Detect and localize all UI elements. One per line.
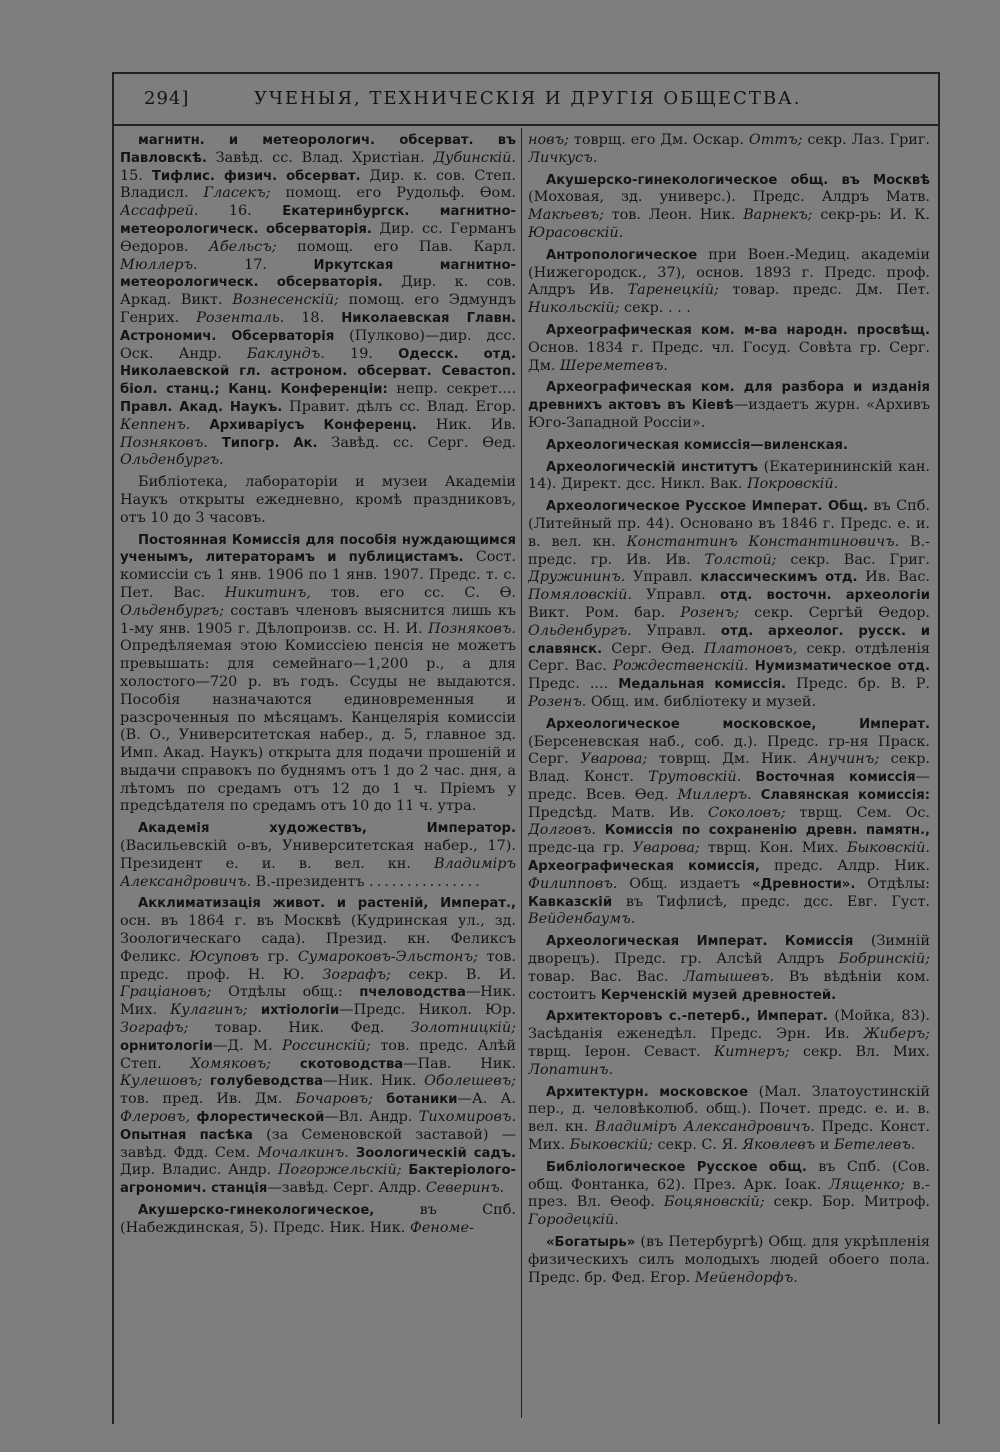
entry-heading: Иркутская магнитно-метеорологическ. обсерваторія. <box>120 257 516 291</box>
person-name: Флеровъ, <box>120 1109 191 1126</box>
entry-heading: Кавказскій <box>528 894 613 910</box>
person-name: Лопатинъ. <box>528 1061 614 1078</box>
person-name: Яковлевъ <box>742 1137 816 1154</box>
person-name: Абельсъ; <box>208 238 277 255</box>
person-name: Ольденбургъ. <box>120 452 224 469</box>
right-column <box>528 132 930 1417</box>
entry-text: —завѣд. Серг. Алдр. <box>267 1180 426 1197</box>
person-name: Тихомировъ. <box>418 1109 516 1126</box>
person-name: Быковскій. <box>846 840 930 857</box>
entry-text: Серг. Ѳед. <box>602 640 705 657</box>
entry-heading: Археографическая ком. м-ва народн. просвѣщ. <box>546 322 930 338</box>
entry <box>120 1202 516 1238</box>
entry-text: тов. предс. Алѣй Степ. <box>120 1037 516 1072</box>
entry-text: секр. С. Я. <box>652 1137 743 1154</box>
entry-text: 19. <box>324 345 399 362</box>
entry-heading: голубеводства <box>209 1074 324 1090</box>
entry-text: Предс. .... <box>528 676 619 693</box>
person-name: Позняковъ. <box>428 620 516 637</box>
entry-text: Дир. к. сов. Степ. Владисл. <box>120 167 516 202</box>
entry-text: тов. его сс. С. Ѳ. <box>310 584 516 601</box>
entry-text <box>432 363 442 379</box>
entry-heading: Восточная комиссія <box>755 770 916 786</box>
entry-text: —Пав. Ник. <box>403 1055 516 1072</box>
person-name: Северинъ. <box>425 1180 505 1197</box>
entry-heading: Антропологическое <box>546 247 698 263</box>
entry-text <box>373 1091 386 1107</box>
entry <box>528 716 930 930</box>
entry-text: секр-рь: И. К. <box>812 207 930 224</box>
person-name: Варнекъ; <box>743 207 813 224</box>
entry <box>528 322 930 375</box>
entry-heading: Правл. Акад. Наукъ. <box>120 399 283 415</box>
entry-text: предс-ца гр. <box>528 840 633 857</box>
person-name: Ольденбургъ. <box>528 622 632 639</box>
person-name: Бетелевъ. <box>834 1137 916 1154</box>
person-name: Бочаровъ; <box>295 1091 373 1108</box>
entry <box>120 474 516 527</box>
entry-text: въ Спб. (Литейный пр. 44). Основано въ 1846 г. Предс. е. и. в. вел. кн. <box>528 498 930 550</box>
person-name: Никольскій; <box>528 300 620 317</box>
entry <box>528 247 930 318</box>
entry-text: Общ. издаетъ <box>617 875 752 892</box>
entry <box>528 1084 930 1155</box>
entry-text: (Моховая, зд. универс.). Предс. Алдръ Матв. <box>528 189 930 206</box>
person-name: Оболешевъ; <box>424 1073 516 1090</box>
entry-text: помощ. его Эдмундъ Генрих. <box>120 292 516 326</box>
entry-heading: Архитекторовъ с.-петерб., Императ. <box>546 1009 828 1025</box>
entry <box>120 532 516 817</box>
person-name: Мейендорфъ. <box>694 1269 798 1286</box>
entry-text: Основ. 1834 г. Предс. чл. Госуд. Совѣта гр. Серг. Дм. <box>528 339 930 374</box>
person-name: Личкусъ. <box>528 149 598 166</box>
entry-text: секр. Сергѣй Ѳедор. <box>738 604 930 621</box>
entry-text: —А. А. <box>457 1091 516 1108</box>
entry-text: въ Спб. (Сов. общ. Фонтанка, 62). През. Арк. Іоак. <box>528 1158 930 1193</box>
entry-heading: Николаевская Главн. Астрономич. Обсерваторія <box>120 310 516 344</box>
person-name: Кеппенъ. <box>120 416 191 433</box>
entry-heading: Опытная пасѣка <box>120 1127 253 1143</box>
person-name: Ольденбургъ; <box>120 602 224 619</box>
entry <box>120 132 516 470</box>
entry-text: (за Семеновской заставой) — завѣд. Фдд. Сем. <box>120 1126 516 1161</box>
entry-text <box>220 381 229 397</box>
entry-text: секр. В. И. <box>390 966 516 983</box>
person-name: Городецкій. <box>528 1212 619 1229</box>
entry-text: Ив. Вас. <box>857 569 930 586</box>
entry-text: помощ. его Пав. Карл. <box>276 238 516 255</box>
entry <box>528 1008 930 1079</box>
person-name: Граціановъ; <box>120 984 212 1001</box>
person-name: Платоновъ, <box>704 640 798 657</box>
person-name: Кулагинъ; <box>170 1002 248 1019</box>
entry-heading: Археологическая Императ. Комиссія <box>546 934 854 950</box>
entry-text: В.-президентъ <box>251 873 370 890</box>
book-page <box>112 72 940 1424</box>
entry-text: гр. <box>259 948 298 965</box>
entry-text: секр. Лаз. Григ. <box>802 132 930 148</box>
entry-text: (Мойка, 83). Засѣданія еженедѣл. Предс. Эрн. Ив. <box>528 1008 930 1043</box>
entry-heading: ботаники <box>386 1092 458 1108</box>
entry-heading: «Древности». <box>751 876 856 892</box>
entry-text: тов. Леон. Ник. <box>603 207 744 224</box>
entry-text: предс. Алдр. Ник. <box>759 858 930 875</box>
entry-text <box>752 787 761 803</box>
left-column <box>120 132 516 1417</box>
entry-text: 17. <box>197 256 314 273</box>
entry-heading: «Богатырь» <box>546 1235 636 1251</box>
entry-text: (Екатерининскій кан. 14). Директ. дсс. Никл. Вак. <box>528 458 930 493</box>
running-title: УЧЕНЫЯ, ТЕХНИЧЕСКІЯ И ДРУГІЯ ОБЩЕСТВА. <box>254 88 802 109</box>
entry-text: секр. Влад. Конст. <box>528 751 930 786</box>
entry-heading: Акушерско-гинекологическое общ. въ Москвѣ <box>546 172 930 188</box>
person-name: Толстой; <box>704 551 777 568</box>
person-name: Латышевъ. <box>683 968 775 985</box>
entry-heading: Археологическое Русское Императ. Общ. <box>546 499 868 515</box>
entry-text: Сост. комиссіи съ 1 янв. 1906 по 1 янв. 1907. Предс. т. с. Пет. Вас. <box>120 549 516 601</box>
entry-text <box>349 1145 356 1161</box>
entry-heading: Канц. Конференціи: <box>228 382 388 398</box>
person-name: Розенталь. <box>196 309 285 326</box>
entry-text: (Берсеневская наб., соб. д.). Предс. гр-ня Праск. Серг. <box>528 733 930 768</box>
entry <box>528 132 930 168</box>
entry-text: Опредѣляемая этою Комиссіею пенсія не можетъ превышать: для семейнаго—1,200 р., а для холостого—720 р. въ годъ. Ссуды не выдаются. Пособія назначаются единовременныя и разсроченныя по мѣсяцамъ. Канцелярія комиссіи (В. О., Университетская набер., д. 5, главное зд. Имп. Акад. Наукъ) открыта для подачи прошеній и выдачи справокъ по буднямъ отъ 1 до 2 час. дня, а лѣтомъ по средамъ отъ 12 до 1 ч. Пріемъ у предсѣдателя по средамъ отъ 10 до 11 ч. утра. <box>120 638 516 815</box>
entry-text <box>208 435 222 451</box>
entry-heading: Археографическая комиссія, <box>528 859 760 875</box>
entry <box>528 379 930 432</box>
person-name: Макѣевъ; <box>528 207 604 224</box>
person-name: Миллеръ. <box>677 786 752 803</box>
entry-heading: Архиваріусъ Конференц. <box>209 417 417 433</box>
person-name: Позняковъ. <box>120 434 208 451</box>
entry-text: осн. въ 1864 г. въ Москвѣ (Кудринская ул., зд. Зоологическаго сада). Презид. кн. Феликсъ Феликс. <box>120 913 516 965</box>
entry-heading: отд. восточн. археологіи <box>719 588 930 604</box>
person-name: Хомяковъ; <box>190 1055 271 1072</box>
entry <box>528 437 930 455</box>
person-name: Вознесенскій; <box>232 292 339 309</box>
person-name: Владиміръ Александровичъ. <box>120 855 516 890</box>
person-name: Константинъ Константиновичъ. <box>626 533 900 550</box>
entry-heading: Нумизматическое отд. <box>754 659 930 675</box>
person-name: Баклундъ. <box>246 345 325 362</box>
entry-text: —Вл. Андр. <box>324 1109 419 1126</box>
entry-heading: отд. археолог. русск. и славянск. <box>528 623 930 657</box>
entry-text: товар. Вас. Вас. <box>528 968 684 985</box>
entry-text: помощ. его Рудольф. Ѳом. <box>270 185 516 202</box>
entry-heading: Медальная комиссія. <box>618 677 787 693</box>
person-name: Дружининъ. <box>528 569 626 586</box>
entry-text: —предс. Всев. Ѳед. <box>528 769 930 803</box>
entry-text <box>271 1056 300 1072</box>
person-name: Вейденбаумъ. <box>528 911 636 928</box>
entry-heading: Керченскій музей древностей. <box>600 987 837 1003</box>
person-name: Бобринскій; <box>838 951 930 968</box>
entry-heading: Библіологическое Русское общ. <box>546 1159 807 1175</box>
entry <box>528 172 930 243</box>
entry-text: Дир. к. сов. Аркад. Викт. <box>120 274 516 309</box>
entry-heading: Архитектурн. московское <box>546 1084 749 1100</box>
person-name: Трутовскій. <box>648 769 742 786</box>
person-name: Помяловскій. <box>528 587 632 604</box>
person-name: Розенъ; <box>680 604 739 621</box>
entry-heading: Археологическій институтъ <box>546 459 759 475</box>
entry-text: Дир. Владис. Андр. <box>120 1162 278 1179</box>
entry-heading: Екатеринбургск. магнитно-метеорологическ. обсерваторія. <box>120 204 516 237</box>
entry-text: товар. предс. Дм. Пет. <box>718 282 930 299</box>
person-name: Таренецкій; <box>627 282 719 299</box>
entry-text: Дир. сс. Германъ Ѳедоров. <box>120 220 516 255</box>
entry-text: секр. отдѣленія Серг. Вас. <box>528 640 930 675</box>
entry-text: секр. Бор. Митроф. <box>764 1194 930 1211</box>
entry-heading: магнитн. и метеорологич. обсерват. въ Павловскѣ. <box>120 133 516 166</box>
entry-text: (Пулково)—дир. дсс. Оск. Андр. <box>120 327 516 362</box>
entry-text: (Зимній дворецъ). Предс. гр. Алсѣй Алдръ <box>528 933 930 968</box>
person-name: Розенъ. <box>528 693 587 710</box>
person-name: Покровскій. <box>747 476 839 493</box>
entry-text: —издаетъ журн. «Архивъ Юго-Западной Россіи». <box>528 397 930 431</box>
entry-text: Управл. <box>631 587 720 604</box>
entry-text <box>741 769 755 785</box>
entry-heading: Археологическое московское, Императ. <box>546 716 930 732</box>
entry-text: —Предс. Никол. Юр. <box>339 1002 516 1019</box>
page-header <box>114 88 938 116</box>
person-name: Никитинъ, <box>224 584 311 601</box>
entry-text: —Д. М. <box>212 1037 283 1054</box>
entry-text: тов. предс. проф. Н. Ю. <box>120 948 516 983</box>
entry-text: Общ. им. библіотеку и музей. <box>586 693 817 710</box>
entry-text: товар. Ник. Фед. <box>188 1020 411 1037</box>
entry-text: и <box>815 1137 834 1154</box>
entry <box>120 820 516 891</box>
entry-text: тврщ. Кон. Мих. <box>699 840 847 857</box>
person-name: Оттъ; <box>748 132 803 148</box>
entry-text: Предс. бр. В. Р. <box>786 676 930 693</box>
header-rule <box>114 124 938 126</box>
person-name: Боцяновскій; <box>663 1194 765 1211</box>
entry-text: товрщ. Дм. Ник. <box>647 751 809 768</box>
entry-text: Отдѣлы: <box>855 875 930 892</box>
leader-dots: ............... <box>369 873 483 890</box>
entry-text <box>596 822 605 838</box>
entry-heading: ихтіологіи <box>260 1003 340 1019</box>
entry-text: Управл. <box>631 622 721 639</box>
entry-heading: Типогр. Ак. <box>221 435 318 451</box>
entry-text: в.-през. Вл. Ѳеоф. <box>528 1176 930 1211</box>
person-name: Юрасовскій. <box>528 224 624 241</box>
person-name: Уварова; <box>580 751 648 768</box>
entry-text: В.-предс. гр. Ив. Ив. <box>528 533 930 568</box>
entry <box>120 895 516 1198</box>
entry-text <box>190 417 209 433</box>
entry-text: тврщ. Іерон. Севаст. <box>528 1044 714 1061</box>
entry-text: Библіотека, лабораторіи и музеи Академіи Наукъ открыты ежедневно, кромѣ праздниковъ, отъ 10 до 3 часовъ. <box>120 474 516 526</box>
entry-heading: Бактеріолого-агрономич. станція <box>120 1163 516 1197</box>
entry-text: Завѣд. сс. Серг. Ѳед. <box>317 434 516 451</box>
entry-text: Правит. дѣлъ сс. Влад. Егор. <box>282 398 516 415</box>
entry-text: тов. пред. Ив. Дм. <box>120 1091 296 1108</box>
person-name: Долговъ. <box>528 822 597 839</box>
person-name: Погоржельскій; <box>277 1162 402 1179</box>
person-name: новъ; <box>528 132 569 148</box>
person-name: Гласекъ; <box>203 185 271 202</box>
entry-text: тврщ. Сем. Ос. <box>785 804 930 821</box>
entry-heading: Археографическая ком. для разбора и изданія древнихъ актовъ въ Кіевѣ <box>528 380 930 414</box>
entry-heading: флорестической <box>196 1110 325 1126</box>
person-name: Шереметевъ. <box>560 357 668 374</box>
entry-text: Завѣд. сс. Влад. Христіан. <box>206 149 434 166</box>
page-number: 294] <box>144 88 190 109</box>
person-name: Анучинъ; <box>808 751 880 768</box>
entry-text <box>248 1002 261 1018</box>
entry-text: 16. <box>198 203 283 220</box>
entry-text: Викт. Ром. бар. <box>528 604 681 621</box>
person-name: Феноме- <box>409 1219 474 1236</box>
entry-heading: Комиссія по сохраненію древн. памятн., <box>604 823 930 839</box>
person-name: Быковскій; <box>569 1137 653 1154</box>
entry-text: Предс. Конст. Мих. <box>528 1119 930 1154</box>
person-name: Юсуповъ <box>189 948 260 965</box>
entry-text: секр. Вас. Григ. <box>776 551 930 568</box>
entry-heading: пчеловодства <box>359 985 466 1001</box>
entry-text: —Ник. Ник. <box>323 1073 425 1090</box>
entry-text: Отдѣлы общ.: <box>211 984 360 1001</box>
entry-heading: Одесск. отд. Николаевской гл. астроном. обсерват. <box>120 346 516 380</box>
entry-text: секр. Вл. Мих. <box>789 1044 930 1061</box>
entry-text: товрщ. его Дм. Оскар. <box>568 132 749 148</box>
entry-text: 18. <box>284 309 342 326</box>
entry-text: при Воен.-Медиц. академіи (Нижегородск., 37), основ. 1893 г. Предс. проф. Алдръ Ив. <box>528 246 930 299</box>
person-name: Зографъ; <box>322 966 391 983</box>
entry <box>528 1234 930 1287</box>
person-name: Лященко; <box>828 1176 905 1193</box>
person-name: Ассафрей. <box>120 203 199 220</box>
entry-heading: Акушерско-гинекологическое, <box>138 1203 375 1219</box>
entry-text: въ Тифлисѣ, предс. дсс. Евг. Густ. <box>612 893 930 910</box>
person-name: Сумароковъ-Эльстонъ; <box>297 948 478 965</box>
column-rule <box>521 128 522 1418</box>
entry-text: 15. <box>120 167 152 184</box>
person-name: Жиберъ; <box>863 1026 930 1043</box>
entry-text: составъ членовъ выяснится лишь къ 1-му янв. 1905 г. Дѣлопроизв. сс. Н. И. <box>120 602 516 637</box>
entry-text: непр. секрет.... <box>387 381 516 398</box>
entry-heading: скотоводства <box>299 1056 404 1072</box>
entry-text: Предсѣд. Матв. Ив. <box>528 804 708 821</box>
entry-heading: Акклиматизація живот. и растеній, Императ., <box>138 896 516 912</box>
entry <box>528 933 930 1004</box>
entry <box>528 1159 930 1230</box>
entry-text: Въ вѣдѣніи ком. состоитъ <box>528 968 930 1003</box>
entry-heading: Тифлис. физич. обсерват. <box>151 168 361 184</box>
entry-text: въ Спб. (Набеждинская, 5). Предс. Ник. Ник. <box>120 1202 516 1236</box>
entry <box>528 459 930 495</box>
entry-heading: орнитологіи <box>120 1038 213 1054</box>
entry-heading: Академія художествъ, Император. <box>138 821 516 837</box>
entry-heading: Севастоп. біол. станц.; <box>120 364 516 398</box>
entry-heading: Постоянная Комиссія для пособія нуждающимся ученымъ, литераторамъ и публицистамъ. <box>120 532 516 566</box>
person-name: Кулешовъ; <box>120 1073 203 1090</box>
person-name: Рождественскій. <box>613 658 749 675</box>
person-name: Соколовъ; <box>707 804 786 821</box>
person-name: Зографъ; <box>120 1020 189 1037</box>
entry-text: Управл. <box>625 569 701 586</box>
person-name: Китнеръ; <box>713 1044 790 1061</box>
entry-text: секр. . . . <box>619 300 691 317</box>
entry-heading: Зоологическій садъ. <box>355 1145 516 1161</box>
entry-text: (Васильевскій о-въ, Университетская набер., 17). Президент е. и. в. вел. кн. <box>120 838 516 872</box>
person-name: Филипповъ. <box>528 875 618 892</box>
person-name: Дубинскій. <box>433 149 516 166</box>
person-name: Россинскій; <box>282 1037 371 1054</box>
person-name: Мюллеръ. <box>120 256 198 273</box>
entry <box>528 498 930 712</box>
entry-heading: классическимъ отд. <box>700 570 858 586</box>
entry-text: —Ник. Мих. <box>120 984 516 1019</box>
person-name: Владиміръ Александровичъ. <box>594 1119 815 1136</box>
entry-text: (въ Петербургѣ) Общ. для укрѣпленія физическихъ силъ молодыхъ людей обоего пола. Предс. бр. Фед. Егор. <box>528 1234 930 1286</box>
person-name: Золотницкій; <box>410 1020 516 1037</box>
entry-heading: Археологическая комиссія—виленская. <box>546 437 849 453</box>
entry-heading: Славянская комиссія: <box>760 787 930 803</box>
entry-text: (Мал. Златоустинскій пер., д. человѣколюб. общ.). Почет. предс. е. и. в. вел. кн. <box>528 1083 930 1136</box>
entry-text: Ник. Ив. <box>416 416 516 433</box>
person-name: Уварова; <box>632 840 700 857</box>
person-name: Мочалкинъ. <box>257 1144 349 1161</box>
entry-text <box>202 1073 210 1089</box>
